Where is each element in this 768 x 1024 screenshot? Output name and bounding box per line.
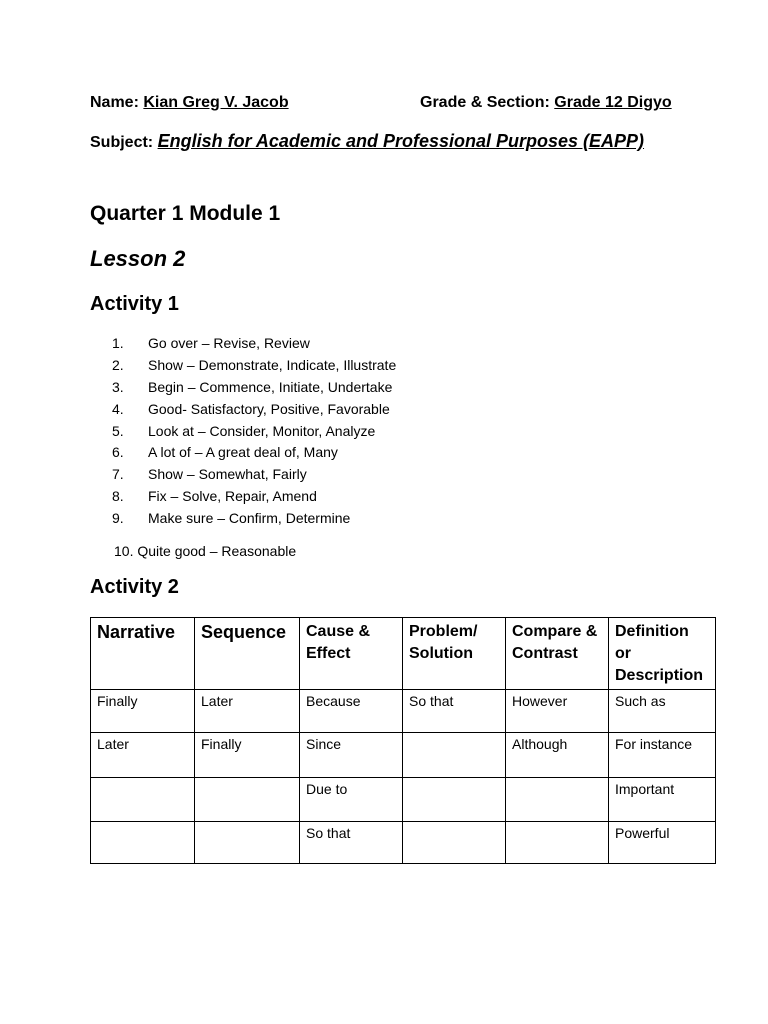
- table-row: [91, 778, 716, 822]
- table-cell: [506, 822, 609, 864]
- table-row: [91, 733, 716, 778]
- table-row: [91, 822, 716, 864]
- list-item-10: 10. Quite good – Reasonable: [114, 543, 297, 559]
- grade-section-label: Grade & Section:: [420, 94, 550, 111]
- list-item: 4. Good- Satisfactory, Positive, Favorable: [112, 400, 390, 417]
- table-cell: So that: [403, 690, 506, 733]
- table-cell: [506, 778, 609, 822]
- header-problem-solution: Problem/ Solution: [403, 618, 506, 690]
- table-cell: Such as: [609, 690, 716, 733]
- activity-2-title: Activity 2: [90, 576, 179, 598]
- table-cell: [403, 822, 506, 864]
- list-item: 7. Show – Somewhat, Fairly: [112, 466, 307, 483]
- table-cell: Since: [300, 733, 403, 778]
- header-compare-contrast: Compare & Contrast: [506, 618, 609, 690]
- table-cell: Later: [195, 690, 300, 733]
- name-row: [90, 94, 289, 112]
- table-cell: For instance: [609, 733, 716, 778]
- header-narrative: Narrative: [91, 618, 195, 690]
- activity-1-list: [112, 334, 396, 531]
- list-item: 8. Fix – Solve, Repair, Amend: [112, 488, 317, 505]
- list-item: 6. A lot of – A great deal of, Many: [112, 444, 338, 461]
- name-label: Name:: [90, 94, 139, 111]
- table-cell: [403, 733, 506, 778]
- list-item: 5. Look at – Consider, Monitor, Analyze: [112, 422, 376, 439]
- quarter-title: Quarter 1 Module 1: [90, 202, 281, 225]
- table-cell: Finally: [91, 690, 195, 733]
- table-cell: Important: [609, 778, 716, 822]
- table-cell: Due to: [300, 778, 403, 822]
- table-cell: [403, 778, 506, 822]
- list-item: 1. Go over – Revise, Review: [112, 335, 310, 351]
- subject-label: Subject:: [90, 134, 154, 151]
- table-row: [91, 690, 716, 733]
- subject-value: English for Academic and Professional Purposes (EAPP): [157, 131, 645, 151]
- table-cell: However: [506, 690, 609, 733]
- list-item: 3. Begin – Commence, Initiate, Undertake: [112, 378, 393, 395]
- table-cell: Finally: [195, 733, 300, 778]
- activity-1-title: Activity 1: [90, 293, 179, 315]
- subject-row: [90, 131, 644, 152]
- list-item: 9. Make sure – Confirm, Determine: [112, 510, 351, 527]
- table-cell: [91, 778, 195, 822]
- table-cell: [195, 778, 300, 822]
- table-cell: Because: [300, 690, 403, 733]
- signal-words-table: [90, 617, 716, 864]
- table-cell: Although: [506, 733, 609, 778]
- table-cell: [195, 822, 300, 864]
- table-header-row: [91, 618, 716, 690]
- list-item: 2. Show – Demonstrate, Indicate, Illustrate: [112, 356, 397, 373]
- table-cell: Powerful: [609, 822, 716, 864]
- table-cell: Later: [91, 733, 195, 778]
- header-cause-effect: Cause & Effect: [300, 618, 403, 690]
- header-definition-description: Definition or Description: [609, 618, 716, 690]
- grade-section-row: [420, 94, 672, 112]
- table-cell: So that: [300, 822, 403, 864]
- table-cell: [91, 822, 195, 864]
- student-name: Kian Greg V. Jacob: [143, 94, 289, 111]
- header-sequence: Sequence: [195, 618, 300, 690]
- lesson-title: Lesson 2: [90, 246, 186, 271]
- grade-section-value: Grade 12 Digyo: [554, 94, 672, 111]
